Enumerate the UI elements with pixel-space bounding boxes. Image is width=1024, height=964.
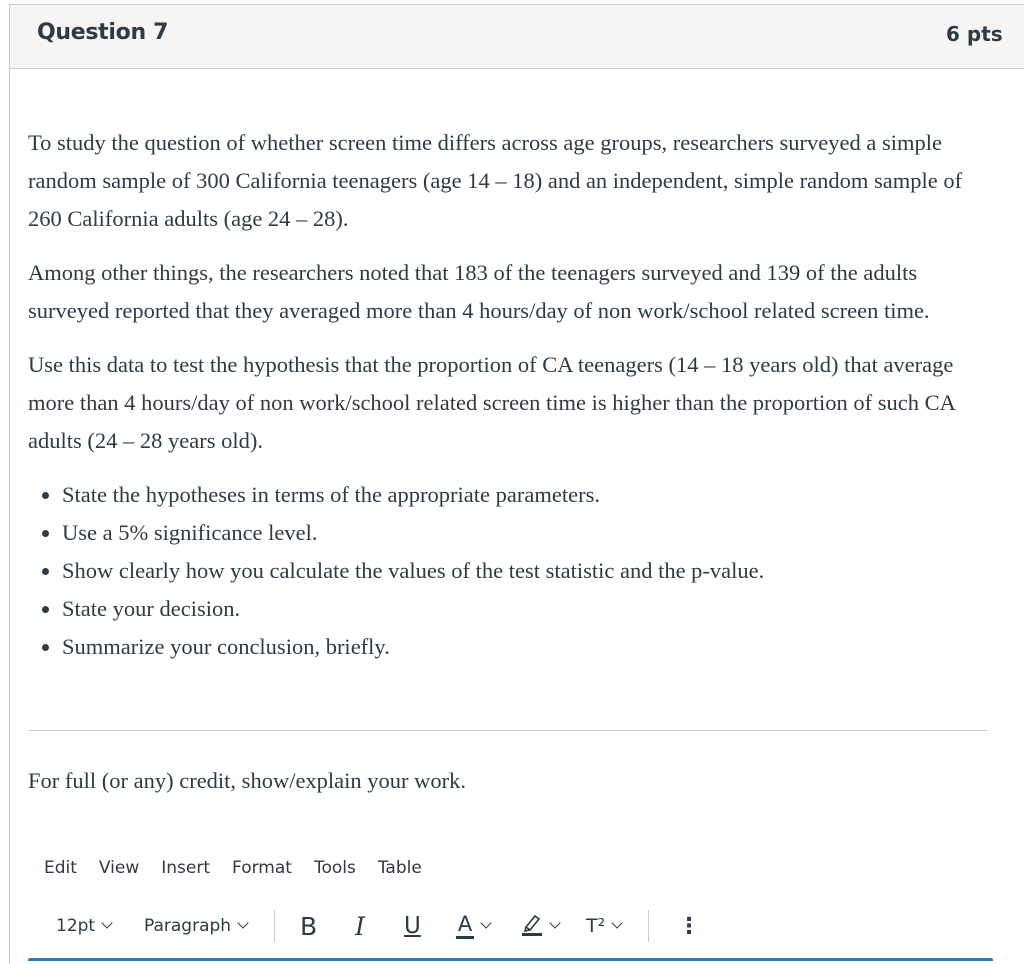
question-paragraph-3: Use this data to test the hypothesis that the proportion of CA teenagers (14 – 18 years old) that average more than 4 hours/day of non work/school related screen time is higher than the proportion of such CA adults (24 – 28 years old).	[28, 352, 955, 453]
underline-button[interactable]	[404, 906, 421, 946]
block-format-value: Paragraph	[144, 916, 232, 936]
editor-content-top-border	[28, 958, 993, 961]
font-size-value: 12pt	[56, 916, 96, 936]
text-color-button[interactable]	[456, 906, 490, 946]
menu-view[interactable]: View	[98, 858, 140, 878]
chevron-down-icon	[237, 917, 248, 928]
block-format-dropdown[interactable]	[144, 906, 247, 946]
menu-format[interactable]: Format	[232, 858, 292, 878]
question-text	[28, 124, 993, 666]
instruction-item: • State your decision.	[62, 590, 993, 628]
menu-tools[interactable]: Tools	[313, 858, 356, 878]
section-divider	[28, 730, 988, 731]
highlight-button[interactable]	[521, 906, 559, 946]
menu-edit[interactable]: Edit	[44, 858, 77, 878]
toolbar-separator	[648, 910, 649, 942]
menu-table[interactable]: Table	[377, 858, 422, 878]
highlight-pen-icon	[521, 912, 543, 940]
superscript-button[interactable]	[586, 906, 621, 946]
instruction-list	[28, 476, 993, 666]
question-header	[10, 5, 1024, 69]
question-points: 6 pts	[946, 22, 1003, 46]
menu-insert[interactable]: Insert	[161, 858, 211, 878]
text-color-icon	[456, 911, 474, 939]
instruction-item: • State the hypotheses in terms of the appropriate parameters.	[62, 476, 993, 514]
instruction-item: • Show clearly how you calculate the values of the test statistic and the p-value.	[62, 552, 993, 590]
more-options-button[interactable]	[678, 906, 700, 946]
more-vertical-icon: ⋮	[678, 913, 700, 939]
font-size-dropdown[interactable]	[56, 906, 111, 946]
question-title: Question 7	[37, 20, 169, 45]
instruction-item: • Summarize your conclusion, briefly.	[62, 628, 993, 666]
bold-button[interactable]	[300, 906, 317, 946]
instruction-item: • Use a 5% significance level.	[62, 514, 993, 552]
bold-icon: B	[300, 911, 318, 941]
toolbar-separator	[274, 910, 275, 942]
chevron-down-icon	[549, 917, 560, 928]
italic-button[interactable]	[355, 906, 365, 946]
underline-icon: U	[404, 913, 421, 939]
question-paragraph-2: Among other things, the researchers noted that 183 of the teenagers surveyed and 139 of the adults surveyed reported that they averaged more than 4 hours/day of non work/school related screen time.	[28, 260, 930, 323]
question-paragraph-1: To study the question of whether screen time differs across age groups, researchers surveyed a simple random sample of 300 California teenagers (age 14 – 18) and an independent, simple random sample of 260 California adults (age 24 – 28).	[28, 130, 963, 231]
editor-menubar	[44, 858, 444, 878]
italic-icon: I	[355, 911, 365, 941]
chevron-down-icon	[101, 917, 112, 928]
text-color-letter: A	[457, 911, 473, 936]
chevron-down-icon	[480, 917, 491, 928]
chevron-down-icon	[612, 917, 623, 928]
text-color-swatch	[456, 936, 474, 939]
superscript-icon: T²	[586, 915, 606, 937]
credit-note: For full (or any) credit, show/explain your work.	[28, 768, 467, 793]
